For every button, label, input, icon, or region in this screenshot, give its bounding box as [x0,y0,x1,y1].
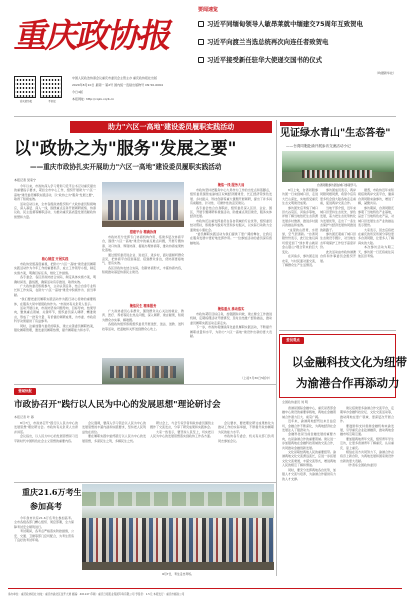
footer-rule [8,588,402,589]
lead-photo-3 [102,358,184,384]
footer-text: 承办单位：重庆政协报社 地址：重庆市渝北区金开大道 邮编：401147 印刷：重庆日报报业集团印务有限公司 零售价：1.5元 本报发行：重庆市邮政公司 [8,593,185,596]
lead-byline: 本报记者 吴家宁 [14,178,36,182]
seminar-body: 会议强调，要深入学习领会以人民为中心的发展思想的丰富内涵和实践要求，坚持把人民利益放在首位。 要在履职实践中始终践行以人民为中心的发展思想，多谋民生之利，多解民生之忧。 [82,421,146,443]
lead-section-sub: 聚焦一线 服务大局 [217,183,245,187]
info-line: 今日4版 [72,90,83,94]
lead-section-sub: 聚焦重点 推动落实 [217,307,245,311]
seminar-byline: 本报记者 叶 蓉 [14,415,34,419]
digest-note: （均据新华社） [374,71,396,75]
comment-byline: 全国政协委员 刘 明 [282,400,308,404]
checkbox-icon [198,21,204,27]
side-story-photo [282,151,394,182]
exam-body: 今年我市共有21.6万名考生参加高考。全市各级各部门精心组织、周密部署，全力保障考试安全顺利进行。 考试期间，各考点严格落实防控措施，公安、交通、卫健等部门密切配合，为考生营造了良好的考试环境。 [14,516,74,543]
digest-item[interactable]: 习近平同缅甸领导人敏昂莱就中缅建交75周年互致贺电 [198,19,396,28]
qr-label: 重庆政协报 [19,100,33,103]
exam-headline: 重庆21.6万考生 [22,487,82,497]
exam-photo [82,484,274,570]
seminar-body: 研讨会上，与会专家学者和政协委员围绕主题作了交流发言，分享了研究成果和实践体会。 大家一致表示，要坚持人民至上，切实把以人民为中心的发展思想落实到政协工作各方面。 [150,421,214,439]
lead-body: 市政协充分发挥专门协商机构作用，搭建多层次协商平台，围绕"六区一高地"建设中的重点难点问题，开展专题协商、对口协商、界别协商、提案办理协商等，推动协商成果转化落地。 通过组织委员进企业、进社区、进乡村，面对面倾听群众意见，把协商平台搭到基层、搭到群众身边，使协商更接地气、更有实效。 各区县政协也结合实际，创新协商形式，丰富协商内容，积极推动基层协商民主建设。 [102,235,184,275]
digest-item[interactable]: 习近平接受新任驻华大使递交国书的仪式 [198,55,396,64]
checkbox-icon [198,57,204,63]
digest-title: 要闻速览 [198,7,219,13]
lead-body: 市政协紧盯目标任务，加强跟踪问效，建立健全工作推进机制，定期梳理活动开展情况，及时总结推广经验做法，推动委员履职实践活动走深走实。 下一步，市政协将继续深化委员履职实践活动，不断提升履职质量和水平，为助力"六区一高地"建设作出新的更大贡献。 [190,312,272,339]
lead-body: 市政协坚持把服务中心大局作为工作的出发点和落脚点，组织委员围绕成渝地区双城经济圈建设、长江经济带绿色发展、乡村振兴、科技创新等重大课题开展调研，提出了许多具有前瞻性、针对性、可操作性的意见建议。 各专委会结合自身职能，组织委员深入区县、企业、园区，开展专题调研和视察活动，助推重点项目建设，服务实体经济发展。 市政协还注重发挥委员在各自领域的专业优势，组织委员结对帮扶，积极参与脱贫攻坚和乡村振兴，以实际行动助力全面建成小康社会。 "委员履职实践活动为我们提供了更广阔的舞台，让我们在服务发展中更好地发挥作用。"一位参加活动的委员深有感触地说。 [190,188,272,245]
qr-block-right [40,76,64,103]
divider [14,384,276,385]
lead-date-note: （上接7月30日5版中） [240,376,272,380]
lead-body: 广大政协委员心系群众，围绕群众关心关注的就业、教育、医疗、养老等民生热点问题，深入调研、建言献策，积极为群众办实事、解难题。 各级政协组织积极组织委员开展送医、送法、送教、送科技等活动，把温暖和关怀送到群众心坎上。 [102,309,184,331]
comment-body: 香港是国际金融中心，重庆是西部金融中心建设的重要承载地，两地在金融领域合作潜力巨大、前景广阔。 近年来，渝港两地经贸往来日益密切，金融合作不断深化，为两地经济社会发展注入了强劲动力。 金融科技是当前金融发展的重要方向，也是渝港合作的重要领域。建议进一步加强两地在金融科技领域的交流合作，共同推动金融创新发展。 文化是联结两地人民的重要纽带。渝港两地文化交流源远流长，应进一步拓展文化交流渠道，丰富交流形式，增进两地人民的相互了解和情谊。 同时，要充分发挥两地各自优势，加强人才交流与培养，为渝港合作提供有力的人才支撑。 [282,406,336,481]
lead-body: 市政协党组高度重视，把助力"六区一高地"建设委员履职实践活动作为今年工作的重要抓手，成立工作领导小组，制定实施方案，明确目标任务，细化工作措施。 各专委会、各区县政协结合实际，制定具体实施方案，明确时间表、路线图，确保活动有序推进、取得实效。 广大政协委员积极参与，主动认领任务，结合自身专业特长和工作实际，在助力"六区一高地"建设中积极作为、担当奉献。 "我们要把委员履职实践活动作为践行初心使命的重要载体，在服务大局中展现政协作为。"市政协有关负责人表示。 活动开展以来，市政协坚持问题导向、目标导向、结果导向，聚焦重点领域、关键环节，组织委员深入调研、精准建言，形成了一批有分量、有价值的调研成果，为市委、市政府科学决策提供了有益参考。 同时，注重加强与委员的联系，建立完善委员履职档案，强化履职管理，激发委员履职热情，提升履职能力和水平。 [14,262,96,333]
comment-headline: 为渝港合作再添动力 [296,376,400,390]
side-story-headline: 见证绿水青山"生态答卷" [280,128,391,139]
comment-headline: 以金融科技文化为纽带 [292,355,407,369]
masthead-title: 重庆政协报 [11,16,176,55]
info-line: 中国人民政治协商会议重庆市委员会主管主办 重庆政协报社出版 [72,76,157,80]
exam-headline: 参加高考 [30,501,62,511]
campaign-banner: 助力"六区一高地"建设委员履职实践活动 [70,121,272,133]
comment-body: 建议搭建更多渝港合作交流平台，定期举办金融科技论坛、文化交流活动等，推动两地在更广领域、更深层次开展合作。 要鼓励和支持香港金融机构来渝发展，引导重庆企业赴港融资，推动两地金融市场互联互通。 要加强两地青年交流，组织青年学生互访，让更多香港青年了解重庆、认识重庆、爱上重庆。 相信在双方共同努力下，渝港合作必将迈上新台阶，为两地发展和国家建设作出新的更大贡献。 （作者系全国政协委员） [340,406,394,468]
seminar-body: 8月7日，市政协召开"践行以人民为中心的发展思想"理论研讨会。市政协有关负责人出席并讲话。 会议指出，以人民为中心的发展思想是习近平新时代中国特色社会主义思想的重要内容。 [14,421,78,443]
seminar-tag: 要闻快报 [14,388,36,395]
lead-subhead: ——重庆市政协扎实开展助力"六区一高地"建设委员履职实践活动 [30,163,222,171]
divider [276,120,277,576]
lead-headline: 以"政协之为"服务"发展之要" [14,139,237,159]
issue-info [72,76,200,101]
news-digest [198,6,396,106]
exam-caption: 6月7日，考生走出考场。 [162,572,194,576]
divider [279,330,396,331]
side-story-caption: 台湾同胞参访团在城口参观学习。 [317,183,359,187]
checkbox-icon [198,39,204,45]
side-story-body: 参访团成员表示，两岸同胞同根同源，希望今后有更多机会到大陆各地走走看看，促进两岸交流合作。 当地干部介绍，近年来城口县坚持生态优先、绿色发展，着力把生态优势转化为发展优势，走出了一条生态保护与经济发展协同推进的新路子。 参访团还观看了城口县生态建设专题片，对当地生态环境保护工作给予高度评价。 此次活动由市政协港澳台侨和外事委员会组织开展。 [320,188,356,263]
comment-tag: 委员观点 [282,337,304,344]
lead-section-sub: 聚焦民生 精准服务 [129,304,157,308]
divider [14,116,396,117]
digest-item[interactable]: 习近平向渡兰当选总统再次向连任者致贺电 [198,37,396,46]
qr-code-icon [40,76,62,98]
side-story-body: 8月上旬，台湾同胞参访团一行来到城口县，走进大巴山深处，实地感受重庆生态文明建设成果。 参访团先后考察了城口县亢谷景区、河鱼乡等地，详细了解当地依托生态资源发展乡村旅游、推进乡村振兴的做法和成效。 "这里的山很青，水很绿，空气很清新。"台湾同胞纷纷表示，此行让他们真切感受到了"绿水青山就是金山银山"理念带来的巨大变化。 在河鱼乡，参访团走进农家，与村民面对面交流，了解群众生产生活情况。 [282,188,318,267]
seminar-body: 会议要求，要把理论研讨成果转化为推动工作的实际举措，不断提升政协履职为民的能力水平。 市政协各专委会、机关有关部门负责同志参加会议。 [218,421,274,443]
side-story-body: 据悉，市政协近年来积极搭建两岸交流平台，邀请台湾同胞来渝参访，增进了解，凝聚共识。 参访期间，台湾同胞还参观了当地特色产业基地，品尝了当地特色农产品，对城口县发展生态产业的做法表示赞赏。 大家表示，回去后将把在重庆的所见所闻分享给更多台湾同胞，让更多人了解真实的大陆。 本次参访活动为期三天，参访团一行还将前往其他区县考察。 [358,188,394,259]
lead-photo [102,182,184,227]
qr-label: 手机报 [48,100,56,103]
side-story-subhead: ——台湾同胞赴渝开展参访交流活动小记 [286,144,351,148]
lead-section-sub: 核心制度 开展实践 [41,257,69,261]
qr-code-icon [14,76,36,98]
info-line: 本报网址: http://cqzx.cqrb.cn [72,97,115,101]
lead-body: 今年以来，市政协深入学习贯彻习近平总书记对重庆提出的重要指示要求，紧扣全市中心工作，组织开展助力"六区一高地"建设委员履职实践活动，以"政协之为"服务"发展之要"，取得了积极成效。 活动启动以来，全市各级政协组织和广大政协委员积极响应，深入基层、深入一线，围绕重点任务开展调研视察、协商议政、民主监督等履职活动，为推动重庆高质量发展贡献政协智慧和力量。 [14,184,96,219]
qr-block-left [14,76,38,103]
info-line: 2020年8月10日 星期一 第2号 国内统一连续出版物号 CN 50-0064 [72,83,163,87]
divider [14,482,276,483]
lead-section-sub: 搭建平台 精确协商 [129,230,157,234]
seminar-headline: 市政协召开"践行以人民为中心的发展思想"理论研讨会 [14,400,221,410]
